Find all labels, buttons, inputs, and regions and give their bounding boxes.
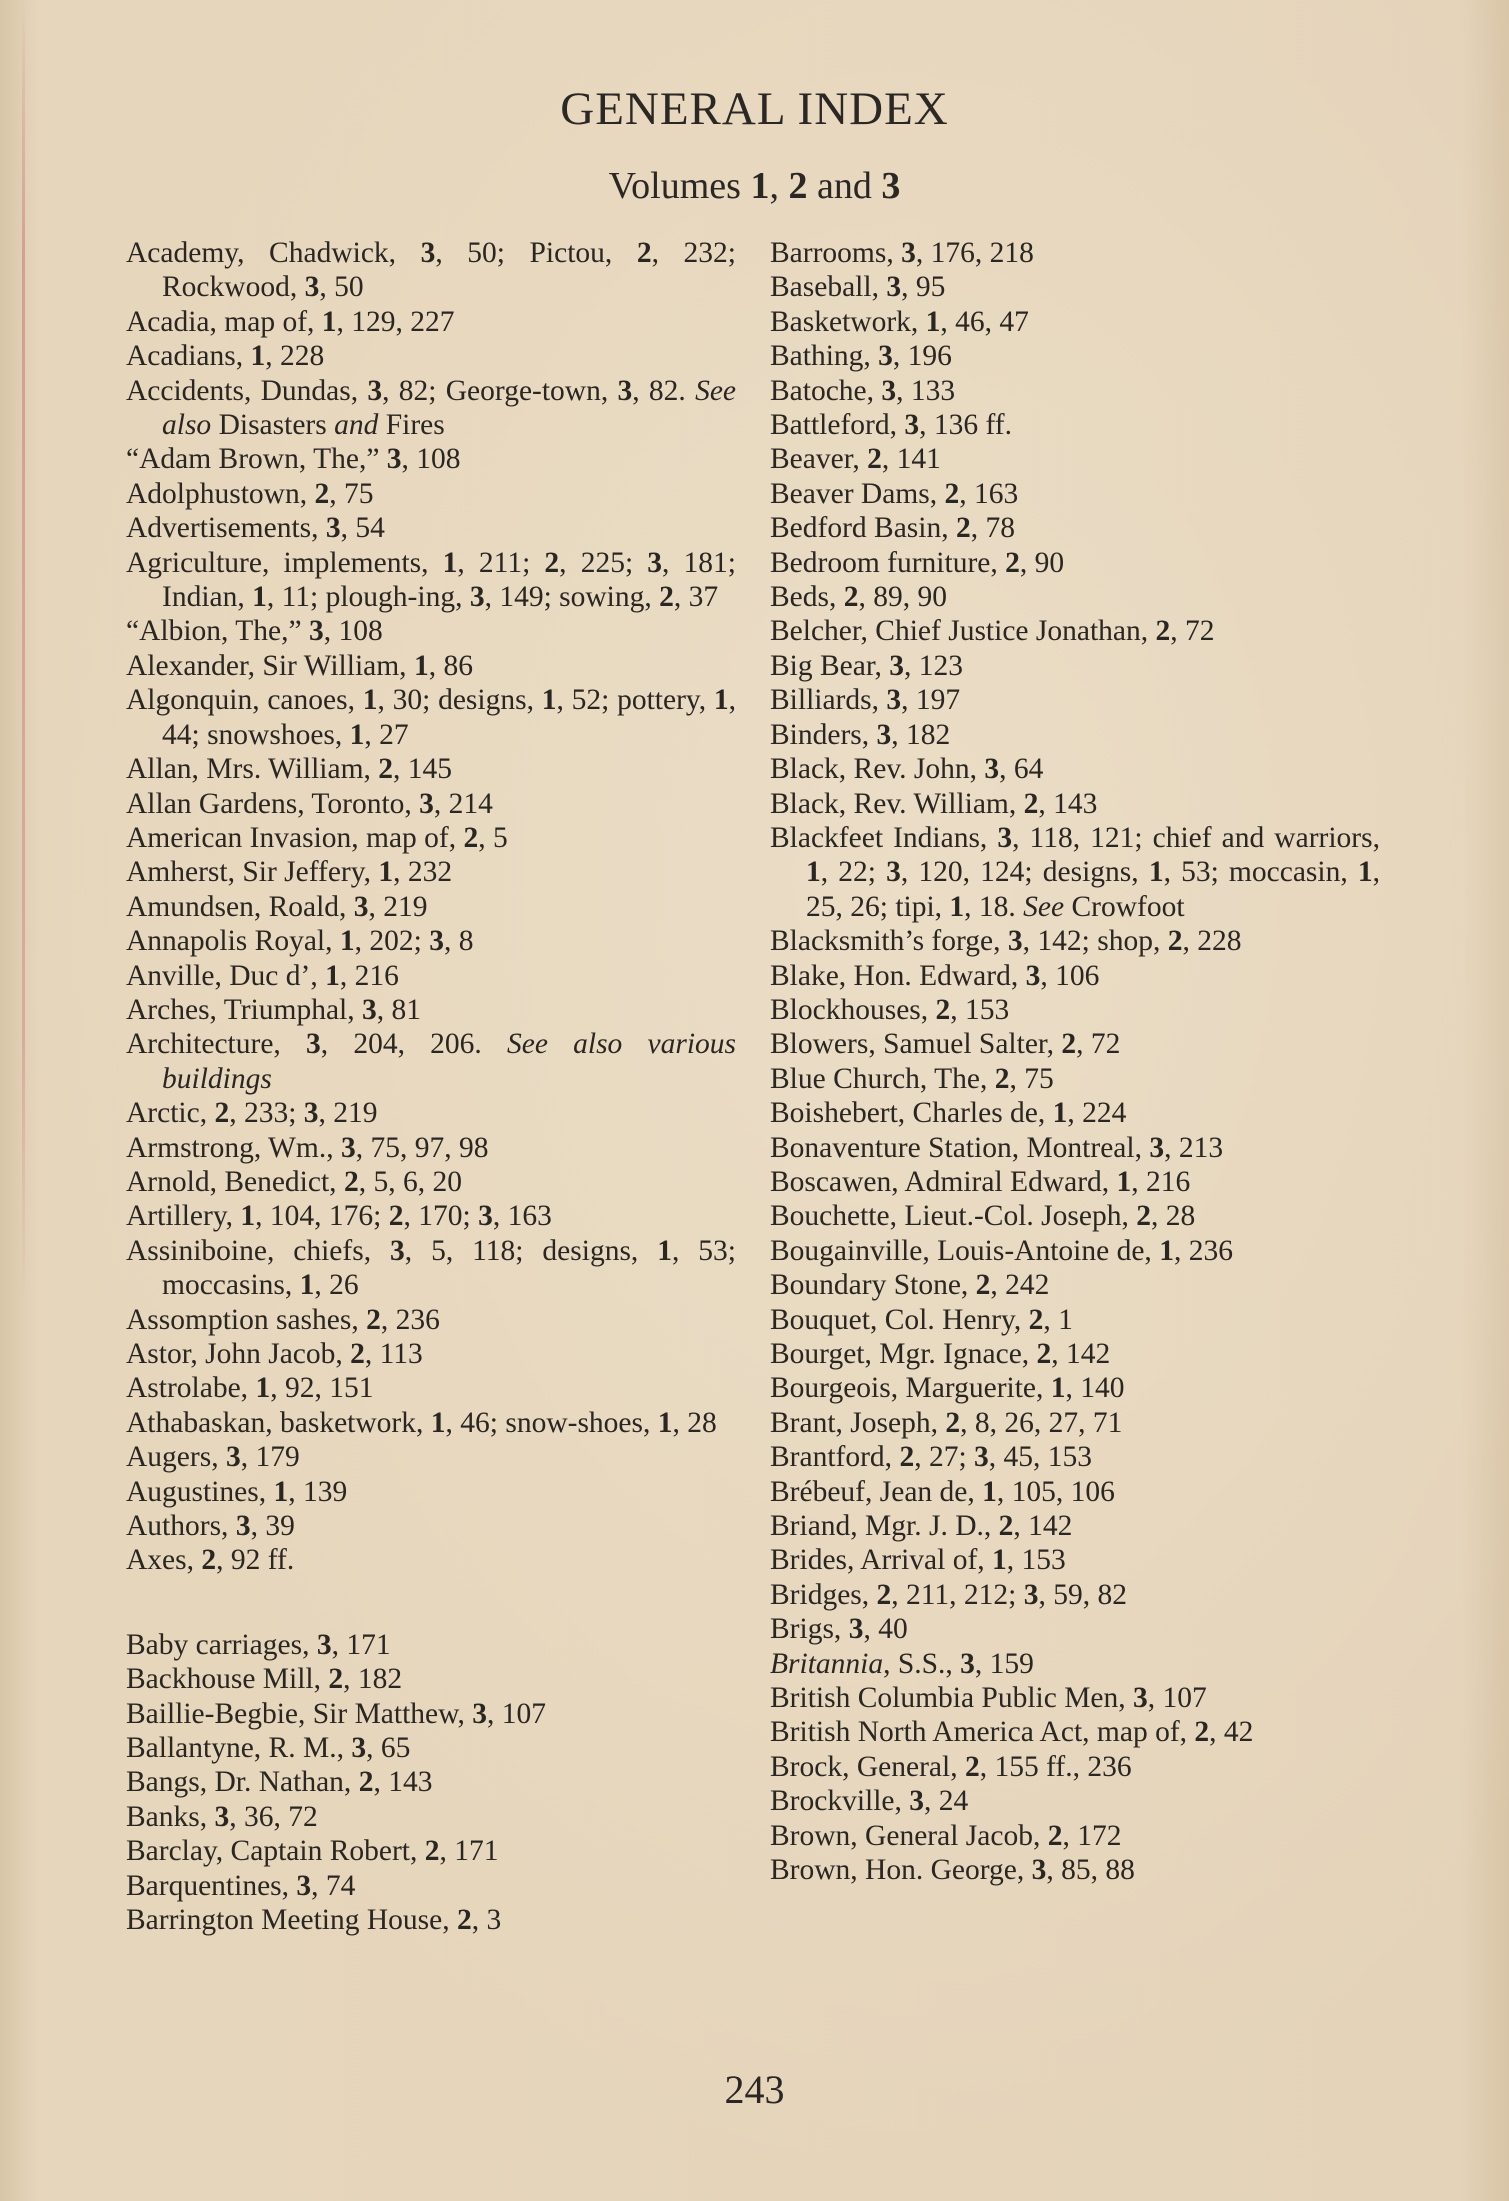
index-entry: Beds, 2, 89, 90 bbox=[770, 581, 947, 614]
index-entry: American Invasion, map of, 2, 5 bbox=[126, 821, 508, 854]
index-entry: Blake, Hon. Edward, 3, 106 bbox=[770, 959, 1100, 992]
index-entry: Athabaskan, basketwork, 1, 46; snow-shoes, 1, 28 bbox=[126, 1406, 717, 1439]
index-entry: Billiards, 3, 197 bbox=[770, 684, 961, 717]
index-entry: Allan, Mrs. William, 2, 145 bbox=[126, 753, 453, 786]
index-entry: Briand, Mgr. J. D., 2, 142 bbox=[770, 1510, 1073, 1543]
index-entry: Amundsen, Roald, 3, 219 bbox=[126, 890, 428, 923]
index-entry: Algonquin, canoes, 1, 30; designs, 1, 52; pottery, 1, 44; snowshoes, 1, 27 bbox=[126, 684, 736, 751]
index-entry: Blackfeet Indians, 3, 118, 121; chief and warriors, 1, 22; 3, 120, 124; designs, 1, 53; moccasin, 1, 25, 26; tipi, 1, 18. See Crowfoot bbox=[770, 821, 1380, 923]
index-entry: Baby carriages, 3, 171 bbox=[126, 1628, 391, 1661]
index-entry: Brockville, 3, 24 bbox=[770, 1785, 969, 1818]
index-entry: Bouchette, Lieut.-Col. Joseph, 2, 28 bbox=[770, 1200, 1196, 1233]
index-entry: Brown, General Jacob, 2, 172 bbox=[770, 1819, 1122, 1852]
index-entry: Basketwork, 1, 46, 47 bbox=[770, 305, 1029, 338]
index-entry: Bonaventure Station, Montreal, 3, 213 bbox=[770, 1131, 1224, 1164]
index-entry: Astrolabe, 1, 92, 151 bbox=[126, 1372, 374, 1405]
subtitle-prefix: Volumes bbox=[608, 165, 751, 207]
index-entry: Brantford, 2, 27; 3, 45, 153 bbox=[770, 1441, 1093, 1474]
index-entry: Acadians, 1, 228 bbox=[126, 340, 325, 373]
index-entry: Artillery, 1, 104, 176; 2, 170; 3, 163 bbox=[126, 1200, 552, 1233]
index-entry: Augustines, 1, 139 bbox=[126, 1475, 348, 1508]
page-subtitle bbox=[0, 164, 1509, 208]
index-entry: Authors, 3, 39 bbox=[126, 1510, 295, 1543]
page-title: GENERAL INDEX bbox=[560, 83, 949, 135]
index-entry: Assomption sashes, 2, 236 bbox=[126, 1303, 440, 1336]
index-entry: Bangs, Dr. Nathan, 2, 143 bbox=[126, 1766, 433, 1799]
index-entry: Brébeuf, Jean de, 1, 105, 106 bbox=[770, 1475, 1115, 1508]
index-entry: Alexander, Sir William, 1, 86 bbox=[126, 649, 473, 682]
index-entry: Black, Rev. John, 3, 64 bbox=[770, 753, 1044, 786]
index-column-right bbox=[770, 236, 1380, 1888]
index-entry: Barclay, Captain Robert, 2, 171 bbox=[126, 1835, 499, 1868]
index-entry: Acadia, map of, 1, 129, 227 bbox=[126, 305, 455, 338]
index-entry: Beaver Dams, 2, 163 bbox=[770, 477, 1019, 510]
index-entry: Bridges, 2, 211, 212; 3, 59, 82 bbox=[770, 1578, 1128, 1611]
index-entry: Anville, Duc d’, 1, 216 bbox=[126, 959, 399, 992]
index-entry: Boishebert, Charles de, 1, 224 bbox=[770, 1097, 1127, 1130]
page-number: 243 bbox=[724, 2067, 785, 2112]
index-entry: Blacksmith’s forge, 3, 142; shop, 2, 228 bbox=[770, 925, 1242, 958]
index-entry: Augers, 3, 179 bbox=[126, 1441, 300, 1474]
index-entry: Big Bear, 3, 123 bbox=[770, 649, 964, 682]
index-entry: Britannia, S.S., 3, 159 bbox=[770, 1647, 1034, 1680]
index-entry: Barrooms, 3, 176, 218 bbox=[770, 237, 1034, 269]
index-entry: Arnold, Benedict, 2, 5, 6, 20 bbox=[126, 1165, 462, 1198]
index-entry: Assiniboine, chiefs, 3, 5, 118; designs, 1, 53; moccasins, 1, 26 bbox=[126, 1234, 736, 1302]
index-entry: British North America Act, map of, 2, 42 bbox=[770, 1716, 1254, 1749]
index-entry: Binders, 3, 182 bbox=[770, 718, 951, 751]
index-entry: Baseball, 3, 95 bbox=[770, 271, 946, 304]
index-entry: Agriculture, implements, 1, 211; 2, 225; 3, 181; Indian, 1, 11; plough-ing, 3, 149; sowing, 2, 37 bbox=[126, 546, 736, 614]
index-entry: Brigs, 3, 40 bbox=[770, 1613, 908, 1646]
index-entry: Bedroom furniture, 2, 90 bbox=[770, 546, 1065, 579]
index-entry: Battleford, 3, 136 ff. bbox=[770, 409, 1012, 442]
index-entry: Brides, Arrival of, 1, 153 bbox=[770, 1544, 1066, 1577]
subtitle-volume-2: 2 bbox=[788, 165, 808, 207]
index-entry: “Adam Brown, The,” 3, 108 bbox=[126, 443, 461, 476]
index-entry: Academy, Chadwick, 3, 50; Pictou, 2, 232; Rockwood, 3, 50 bbox=[126, 237, 736, 304]
index-entry: Bougainville, Louis-Antoine de, 1, 236 bbox=[770, 1234, 1233, 1267]
index-entry: British Columbia Public Men, 3, 107 bbox=[770, 1682, 1207, 1715]
index-entry: Batoche, 3, 133 bbox=[770, 374, 956, 407]
index-entry: Allan Gardens, Toronto, 3, 214 bbox=[126, 787, 493, 820]
index-entry: Amherst, Sir Jeffery, 1, 232 bbox=[126, 856, 453, 889]
index-entry: Beaver, 2, 141 bbox=[770, 443, 941, 476]
index-entry: Belcher, Chief Justice Jonathan, 2, 72 bbox=[770, 615, 1215, 648]
index-entry: Accidents, Dundas, 3, 82; George-town, 3, 82. See also Disasters and Fires bbox=[126, 374, 736, 442]
index-entry: Armstrong, Wm., 3, 75, 97, 98 bbox=[126, 1131, 489, 1164]
index-entry: Annapolis Royal, 1, 202; 3, 8 bbox=[126, 925, 474, 958]
index-entry: Boscawen, Admiral Edward, 1, 216 bbox=[770, 1165, 1191, 1198]
index-entry: Bathing, 3, 196 bbox=[770, 340, 952, 373]
index-entry: Barrington Meeting House, 2, 3 bbox=[126, 1904, 502, 1937]
subtitle-volume-3: 3 bbox=[881, 165, 901, 207]
index-entry: Astor, John Jacob, 2, 113 bbox=[126, 1338, 423, 1370]
index-entry: Banks, 3, 36, 72 bbox=[126, 1800, 318, 1833]
index-entry: Bouquet, Col. Henry, 2, 1 bbox=[770, 1303, 1073, 1336]
index-entry: Blowers, Samuel Salter, 2, 72 bbox=[770, 1028, 1121, 1061]
index-entry: Blockhouses, 2, 153 bbox=[770, 993, 1010, 1026]
index-entry: Axes, 2, 92 ff. bbox=[126, 1544, 295, 1577]
index-entry: Barquentines, 3, 74 bbox=[126, 1869, 356, 1902]
index-column-left bbox=[126, 236, 736, 1938]
subtitle-volume-1: 1 bbox=[750, 165, 770, 207]
index-entry: Blue Church, The, 2, 75 bbox=[770, 1062, 1054, 1095]
subtitle-separator: and bbox=[807, 165, 882, 207]
index-entry: Brant, Joseph, 2, 8, 26, 27, 71 bbox=[770, 1406, 1123, 1439]
index-entry: Brown, Hon. George, 3, 85, 88 bbox=[770, 1854, 1135, 1887]
index-entry: Architecture, 3, 204, 206. See also various buildings bbox=[126, 1028, 736, 1095]
index-entry: Backhouse Mill, 2, 182 bbox=[126, 1663, 403, 1696]
index-entry: Black, Rev. William, 2, 143 bbox=[770, 787, 1098, 820]
index-entry: Brock, General, 2, 155 ff., 236 bbox=[770, 1750, 1132, 1783]
subtitle-separator: , bbox=[769, 165, 789, 207]
index-entry: Ballantyne, R. M., 3, 65 bbox=[126, 1732, 411, 1765]
index-entry: Boundary Stone, 2, 242 bbox=[770, 1269, 1050, 1302]
index-entry: Advertisements, 3, 54 bbox=[126, 512, 385, 545]
letter-section-gap bbox=[126, 1578, 736, 1628]
index-entry: Arctic, 2, 233; 3, 219 bbox=[126, 1097, 378, 1130]
index-entry: Baillie-Begbie, Sir Matthew, 3, 107 bbox=[126, 1697, 547, 1730]
index-entry: Bedford Basin, 2, 78 bbox=[770, 512, 1015, 545]
index-entry: Adolphustown, 2, 75 bbox=[126, 477, 374, 510]
index-entry: Arches, Triumphal, 3, 81 bbox=[126, 993, 421, 1026]
index-entry: Bourgeois, Marguerite, 1, 140 bbox=[770, 1372, 1125, 1405]
index-entry: Bourget, Mgr. Ignace, 2, 142 bbox=[770, 1338, 1111, 1370]
index-entry: “Albion, The,” 3, 108 bbox=[126, 615, 383, 648]
